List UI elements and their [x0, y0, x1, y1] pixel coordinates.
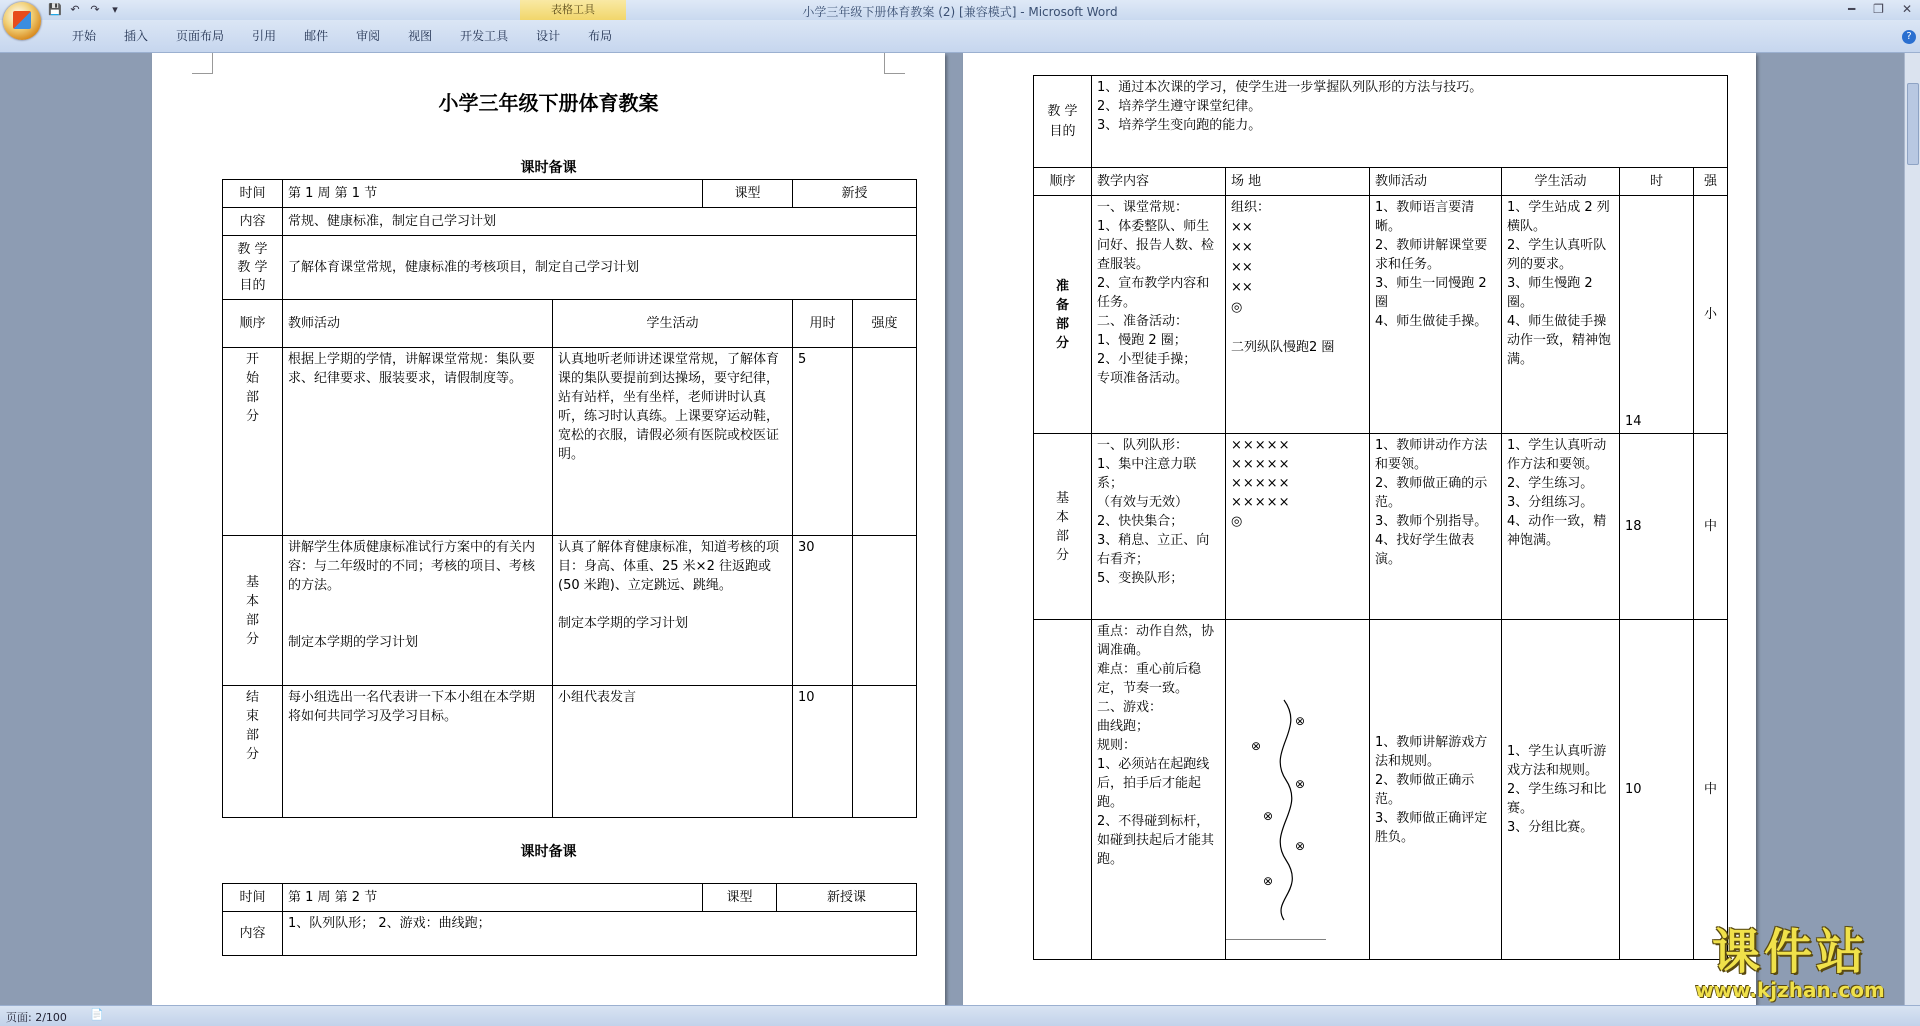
table-row-teacher: 每小组选出一名代表讲一下本小组在本学期将如何共同学习及学习目标。: [283, 686, 553, 818]
section-title: 课时备课: [520, 160, 577, 176]
office-logo-icon: [13, 11, 31, 29]
close-icon[interactable]: ✕: [1901, 2, 1912, 16]
table-row-order: 结 束 部 分: [223, 686, 283, 818]
table-row-intensity: [853, 536, 917, 686]
table-row-field: 组织： ×× ×× ×× ×× ◎ 二列纵队慢跑2 圈: [1226, 196, 1370, 434]
page-1: [152, 53, 945, 1005]
site-watermark: [1670, 925, 1910, 1000]
table-row-teacher: 根据上学期的学情，讲解课堂常规：集队要求、纪律要求、服装要求，请假制度等。: [283, 348, 553, 536]
tab-home[interactable]: 开始: [72, 29, 97, 43]
redo-icon[interactable]: ↷: [90, 3, 100, 16]
table-row-intensity: [853, 348, 917, 536]
proofing-icon[interactable]: 📄: [90, 1008, 104, 1021]
pole-marker: ⊗: [1294, 777, 1306, 791]
header-time: 时: [1620, 168, 1694, 196]
table-row-order: 基 本 部 分: [1034, 434, 1092, 620]
table-row-intensity: 小: [1694, 196, 1728, 434]
table-row-time: 18: [1620, 434, 1694, 620]
tab-layout[interactable]: 布局: [588, 29, 613, 43]
header-field: 场 地: [1226, 168, 1370, 196]
curve-run-diagram: [1226, 640, 1366, 940]
lesson-type-value: 新授: [793, 180, 917, 208]
table-tools-context-tab: 表格工具: [520, 0, 626, 20]
table-row-time: 5: [793, 348, 853, 536]
header-intensity: 强度: [853, 300, 917, 348]
office-button[interactable]: [3, 2, 41, 40]
tab-insert[interactable]: 插入: [124, 29, 149, 43]
window-title: 小学三年级下册体育教案 (2) [兼容模式] - Microsoft Word: [802, 5, 1118, 19]
watermark-url: www.kjzhan.com: [1695, 978, 1885, 1002]
table-row-intensity: 中: [1694, 434, 1728, 620]
table-row-content: 一、队列队形： 1、集中注意力联系； （有效与无效） 2、快快集合； 3、稍息、立正、向右看齐； 5、变换队形；: [1092, 434, 1226, 620]
header-intensity: 强: [1694, 168, 1728, 196]
table-row-time: 10: [793, 686, 853, 818]
scrollbar-thumb[interactable]: [1907, 83, 1919, 165]
table-row-student: 小组代表发言: [553, 686, 793, 818]
time-value: 第 1 周 第 2 节: [283, 884, 703, 912]
table-row-teacher: 1、教师语言要清晰。 2、教师讲解课堂要求和任务。 3、师生一同慢跑 2 圈 4、师生做徒手操。: [1370, 196, 1502, 434]
table-row-order: 准 备 部 分: [1034, 196, 1092, 434]
maximize-icon[interactable]: ❐: [1873, 2, 1884, 16]
goal-value: 了解体育课堂常规，健康标准的考核项目，制定自己学习计划: [283, 236, 917, 300]
lesson-2-table: [222, 883, 917, 956]
content-value: 常规、健康标准，制定自己学习计划: [283, 208, 917, 236]
curve-path: [1280, 700, 1292, 920]
document-title: 小学三年级下册体育教案: [438, 91, 659, 115]
goal-label: 教 学 目的: [1034, 76, 1092, 168]
undo-icon[interactable]: ↶: [70, 3, 80, 16]
table-row-intensity: 中: [1694, 620, 1728, 960]
vertical-scrollbar[interactable]: [1904, 53, 1920, 1005]
content-label: 内容: [223, 208, 283, 236]
lesson-type-label: 课型: [703, 180, 793, 208]
document-workspace[interactable]: [0, 53, 1905, 1005]
table-row-intensity: [853, 686, 917, 818]
tab-view[interactable]: 视图: [408, 29, 433, 43]
title-bar: [0, 0, 1920, 20]
status-bar: [0, 1005, 1920, 1026]
minimize-icon[interactable]: ━: [1847, 2, 1856, 16]
header-teacher: 教师活动: [283, 300, 553, 348]
table-row-time: 10: [1620, 620, 1694, 960]
section-title: 课时备课: [520, 844, 577, 860]
header-content: 教学内容: [1092, 168, 1226, 196]
table-row-field: ××××× ××××× ××××× ××××× ◎: [1226, 434, 1370, 620]
time-label: 时间: [223, 884, 283, 912]
quick-access-toolbar: [48, 3, 122, 16]
lesson-type-label: 课型: [703, 884, 777, 912]
table-row-order: [1034, 620, 1092, 960]
table-row-teacher: 讲解学生体质健康标准试行方案中的有关内容：与二年级时的不同；考核的项目、考核的方法。 制定本学期的学习计划: [283, 536, 553, 686]
header-order: 顺序: [223, 300, 283, 348]
header-student: 学生活动: [553, 300, 793, 348]
time-label: 时间: [223, 180, 283, 208]
ribbon-tabs: [58, 28, 626, 44]
table-row-student: 1、学生认真听游戏方法和规则。 2、学生练习和比赛。 3、分组比赛。: [1502, 620, 1620, 960]
header-time: 用时: [793, 300, 853, 348]
table-row-time: 14: [1620, 196, 1694, 434]
tab-page-layout[interactable]: 页面布局: [176, 29, 225, 43]
pole-markers: [1251, 714, 1305, 888]
pole-marker: ⊗: [1262, 809, 1274, 823]
window-controls: [1848, 2, 1912, 16]
page-2: [963, 53, 1756, 1005]
header-student: 学生活动: [1502, 168, 1620, 196]
lesson-1-table: [222, 179, 917, 818]
page-counter[interactable]: 页面: 2/100: [6, 1011, 67, 1024]
goal-label: 教 学 教 学 目的: [223, 236, 283, 300]
table-row-student: 1、学生认真听动作方法和要领。 2、学生练习。 3、分组练习。 4、动作一致，精神饱满。: [1502, 434, 1620, 620]
tab-review[interactable]: 审阅: [356, 29, 381, 43]
table-row-field: [1226, 620, 1370, 960]
table-row-order: 基 本 部 分: [223, 536, 283, 686]
tab-mailings[interactable]: 邮件: [304, 29, 329, 43]
table-row-order: 开 始 部 分: [223, 348, 283, 536]
table-row-teacher: 1、教师讲动作方法和要领。 2、教师做正确的示范。 3、教师个别指导。 4、找好学生做表演。: [1370, 434, 1502, 620]
tab-references[interactable]: 引用: [252, 29, 277, 43]
content-label: 内容: [223, 912, 283, 956]
help-icon[interactable]: ?: [1902, 30, 1916, 44]
pole-marker: ⊗: [1250, 739, 1262, 753]
time-value: 第 1 周 第 1 节: [283, 180, 703, 208]
header-order: 顺序: [1034, 168, 1092, 196]
margin-corner: [884, 53, 905, 74]
customize-icon[interactable]: ▾: [112, 3, 118, 16]
table-row-time: 30: [793, 536, 853, 686]
margin-corner: [192, 53, 213, 74]
tab-developer[interactable]: 开发工具: [460, 29, 509, 43]
tab-design[interactable]: 设计: [536, 29, 561, 43]
table-row-student: 认真了解体育健康标准，知道考核的项目：身高、体重、25 米×2 往返跑或(50 米跑)、立定跳远、跳绳。 制定本学期的学习计划: [553, 536, 793, 686]
content-value: 1、队列队形； 2、游戏：曲线跑；: [283, 912, 917, 956]
ribbon: [0, 20, 1920, 53]
table-row-student: 认真地听老师讲述课堂常规，了解体育课的集队要提前到达操场，要守纪律，站有站样，坐有坐样，老师讲时认真听，练习时认真练。上课要穿运动鞋，宽松的衣服，请假必须有医院或校医证明。: [553, 348, 793, 536]
pole-marker: ⊗: [1294, 839, 1306, 853]
goal-list: 1、通过本次课的学习，使学生进一步掌握队列队形的方法与技巧。 2、培养学生遵守课堂纪律。 3、培养学生变向跑的能力。: [1092, 76, 1728, 168]
save-icon[interactable]: 💾: [48, 3, 62, 16]
table-row-student: 1、学生站成 2 列横队。 2、学生认真听队列的要求。 3、师生慢跑 2 圈。 4、师生做徒手操动作一致，精神饱满。: [1502, 196, 1620, 434]
pole-marker: ⊗: [1262, 874, 1274, 888]
lesson-2-detail-table: [1033, 75, 1728, 960]
lesson-type-value: 新授课: [777, 884, 917, 912]
pole-marker: ⊗: [1294, 714, 1306, 728]
header-teacher: 教师活动: [1370, 168, 1502, 196]
table-row-teacher: 1、教师讲解游戏方法和规则。 2、教师做正确示范。 3、教师做正确评定胜负。: [1370, 620, 1502, 960]
watermark-brand: 课件站: [1711, 924, 1868, 980]
table-row-content: 一、课堂常规： 1、体委整队、师生问好、报告人数、检查服装。 2、宣布教学内容和任务。 二、准备活动： 1、慢跑 2 圈； 2、小型徒手操； 专项准备活动。: [1092, 196, 1226, 434]
table-row-content: 重点：动作自然，协调准确。 难点：重心前后稳定，节奏一致。 二、游戏： 曲线跑； 规则： 1、必须站在起跑线后，拍手后才能起跑。 2、不得碰到标杆，如碰到扶起后才能其跑。: [1092, 620, 1226, 960]
